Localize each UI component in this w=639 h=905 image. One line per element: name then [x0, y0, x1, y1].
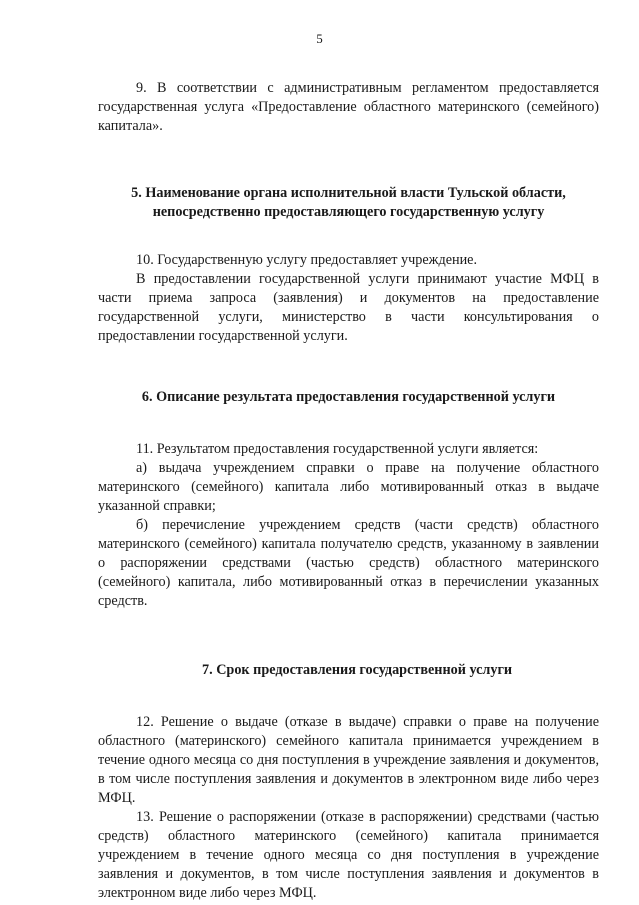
paragraph-13: 13. Решение о распоряжении (отказе в распоряжении) средствами (частью средств) областного материнского (семейного) капитала принимается учреждением в течение одного месяца со дня поступления в учреждение заявления и документов, в том числе поступления заявления и документов в электронном виде либо через МФЦ.	[98, 809, 599, 901]
page-number: 5	[316, 31, 323, 46]
document-body	[98, 79, 599, 903]
spacer	[98, 136, 599, 184]
spacer	[98, 407, 599, 440]
spacer	[98, 222, 599, 251]
spacer	[98, 611, 599, 661]
paragraph-10-continued: В предоставлении государственной услуги принимают участие МФЦ в части приема запроса (заявления) и документов на предоставление государственной услуги, министерство в части консультирования о предоставлении государственной услуги.	[98, 271, 599, 344]
spacer	[98, 346, 599, 388]
paragraph-11: 11. Результатом предоставления государственной услуги является:	[136, 441, 539, 457]
paragraph-12: 12. Решение о выдаче (отказе в выдаче) справки о праве на получение областного (материнского) семейного капитала принимается учреждением в течение одного месяца со дня поступления в учреждение заявления и документов, в том числе поступления заявления и документов в электронном виде либо через МФЦ.	[98, 714, 599, 806]
section-heading-6: 6. Описание результата предоставления государственной услуги	[141, 389, 556, 405]
paragraph-10: 10. Государственную услугу предоставляет учреждение.	[136, 252, 478, 268]
section-heading-5: 5. Наименование органа исполнительной власти Тульской области, непосредственно предоставляющего государственную услугу	[131, 185, 566, 220]
paragraph-9: 9. В соответствии с административным регламентом предоставляется государственная услуга «Предоставление областного материнского (семейного) капитала».	[98, 80, 599, 134]
paragraph-11-b: б) перечисление учреждением средств (части средств) областного материнского (семейного) капитала получателю средств, указанному в заявлении о распоряжении средствами (частью средств) областного материнского (семейного) капитала, либо мотивированный отказ в перечислении указанных средств.	[98, 517, 599, 609]
spacer	[98, 680, 599, 713]
paragraph-11-a: а) выдача учреждением справки о праве на получение областного материнского (семейного) капитала либо мотивированный отказ в выдаче указанной справки;	[98, 460, 599, 514]
section-heading-7: 7. Срок предоставления государственной услуги	[202, 662, 513, 678]
